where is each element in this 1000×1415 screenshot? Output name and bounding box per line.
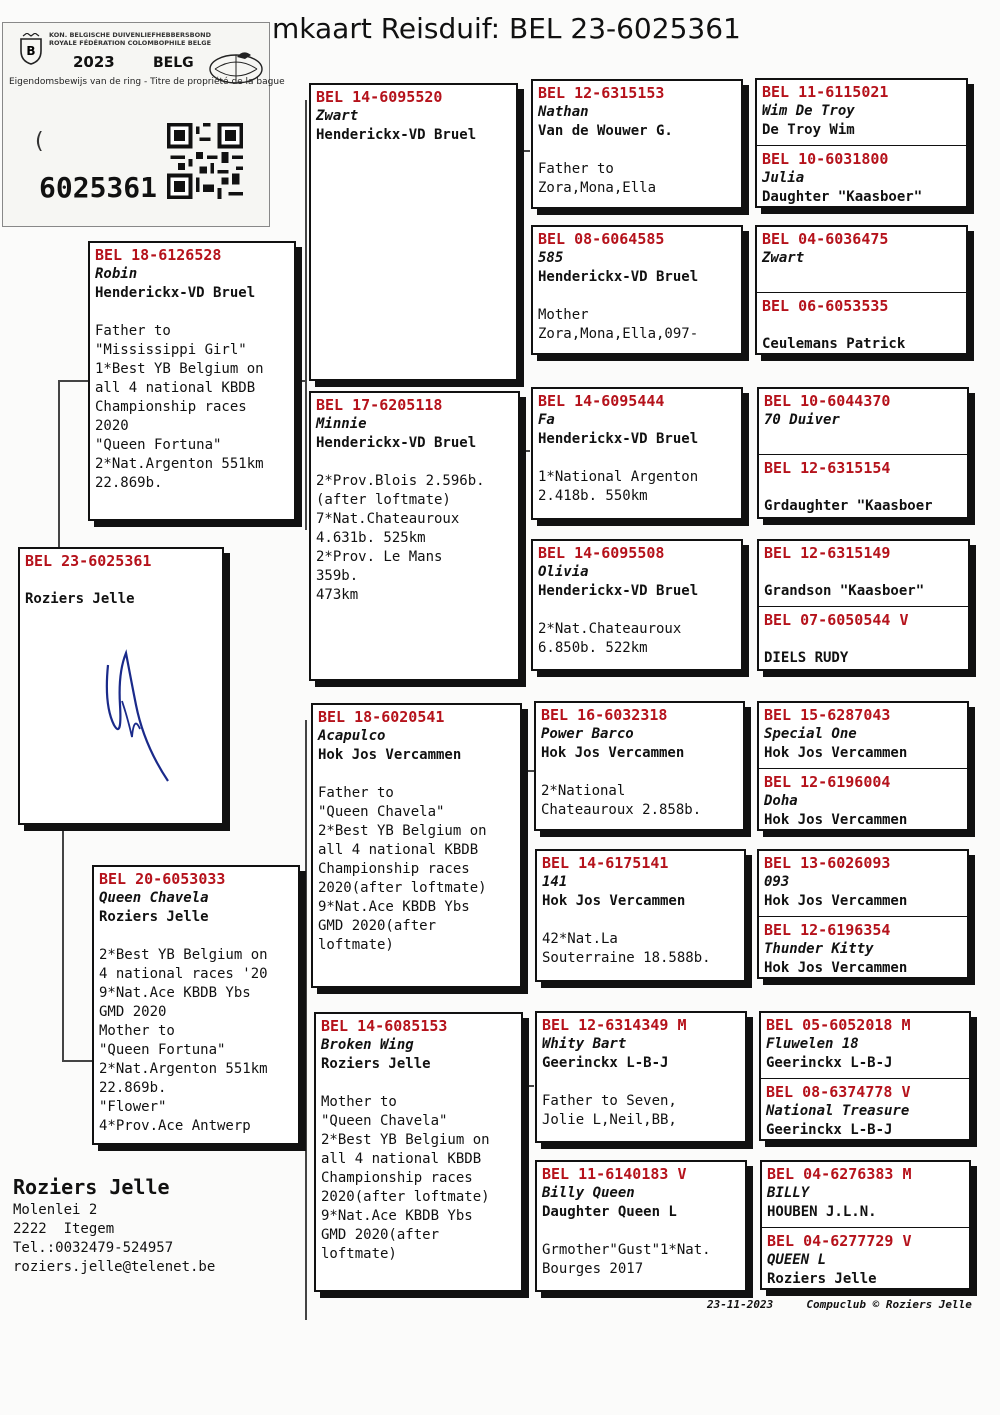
ring-number: BEL 16-6032318 — [541, 706, 668, 724]
ring-number: BEL 12-6315149 — [764, 544, 891, 562]
gg-grandparent-pair-card — [755, 225, 968, 355]
pigeon-name: 093 — [764, 874, 790, 890]
pigeon-name: Whity Bart — [542, 1036, 627, 1052]
pair-divider — [757, 145, 966, 146]
pigeon-name: Julia — [762, 170, 805, 186]
great-grandparent-card — [534, 701, 745, 831]
breeder: Daughter "Kaasboer" — [762, 189, 923, 205]
ring-number: BEL 20-6053033 — [99, 870, 226, 888]
pedigree-note: Father to Seven, Jolie L,Neil,BB, — [542, 1093, 677, 1128]
pigeon-name — [764, 630, 963, 649]
pigeon-name: Thunder Kitty — [764, 941, 874, 957]
breeder: Hok Jos Vercammen — [764, 745, 908, 761]
pigeon-name — [764, 478, 962, 497]
pigeon-name: Fluwelen 18 — [766, 1036, 859, 1052]
ring-number: BEL 17-6205118 — [316, 396, 443, 414]
breeder: HOUBEN J.L.N. — [767, 1204, 877, 1220]
ring-number: BEL 23-6025361 — [25, 552, 152, 570]
ring-label-country: BELG — [153, 55, 194, 71]
owner-street: Molenlei 2 — [13, 1202, 98, 1218]
breeder: Hok Jos Vercammen — [764, 960, 908, 976]
connector — [58, 380, 90, 382]
pigeon-name: Zwart — [316, 108, 359, 124]
connector — [520, 150, 530, 152]
breeder: Grdaughter "Kaasboer — [764, 498, 933, 514]
pigeon-name — [764, 563, 963, 582]
connector — [62, 820, 64, 1060]
breeder: Geerinckx L-B-J — [766, 1055, 893, 1071]
ring-number: BEL 05-6052018 M — [766, 1016, 911, 1034]
breeder — [764, 430, 962, 449]
breeder: Hok Jos Vercammen — [318, 747, 462, 763]
pedigree-note: 2*Prov.Blois 2.596b. (after loftmate) 7*Nat.Chateauroux 4.631b. 525km 2*Prov. Le Mans 359b. 473km — [316, 473, 485, 603]
footer-credit: Compuclub © Roziers Jelle — [806, 1298, 972, 1311]
ring-number: BEL 10-6031800 — [762, 150, 889, 168]
ring-number: BEL 14-6175141 — [542, 854, 669, 872]
grandparent-mm-card — [314, 1012, 523, 1292]
breeder: Henderickx-VD Bruel — [538, 269, 699, 285]
breeder: Roziers Jelle — [25, 591, 135, 607]
grandparent-fm-card — [309, 391, 520, 681]
pair-divider — [757, 292, 966, 293]
grandparent-mf-card — [311, 703, 522, 988]
mother-card — [92, 865, 300, 1145]
great-grandparent-card — [535, 1011, 747, 1143]
breeder: DIELS RUDY — [764, 650, 849, 666]
great-grandparent-card — [531, 539, 743, 671]
owner-email: roziers.jelle@telenet.be — [13, 1259, 216, 1275]
ring-number: BEL 10-6044370 — [764, 392, 891, 410]
grandparent-ff-card — [309, 83, 518, 381]
pedigree-note: Mother to "Queen Chavela" 2*Best YB Belgium on all 4 national KBDB Championship races 2020(after loftmate) 9*Nat.Ace KBDB Ybs GMD 2020(after loftmate) — [321, 1094, 490, 1262]
svg-text:B: B — [26, 44, 36, 58]
ring-label-mark: ( — [35, 129, 44, 154]
pair-divider — [759, 454, 967, 455]
connector — [58, 380, 60, 550]
father-card — [88, 241, 296, 521]
connector — [305, 100, 307, 530]
breeder: Roziers Jelle — [767, 1271, 877, 1287]
ring-number: BEL 14-6095444 — [538, 392, 665, 410]
pigeon-name: Acapulco — [318, 728, 386, 744]
pigeon-name: 70 Duiver — [764, 412, 840, 428]
pigeon-name: 585 — [538, 250, 564, 266]
pedigree-note: 42*Nat.La Souterraine 18.588b. — [542, 931, 711, 966]
pigeon-name: Broken Wing — [321, 1037, 414, 1053]
pigeon-name: Fa — [538, 412, 555, 428]
pedigree-note: Father to "Queen Chavela" 2*Best YB Belgium on all 4 national KBDB Championship races 2020(after loftmate) 9*Nat.Ace KBDB Ybs GMD 2020(after loftmate) — [318, 785, 487, 953]
ring-number: BEL 18-6020541 — [318, 708, 445, 726]
pigeon-name: Billy Queen — [542, 1185, 635, 1201]
ring-label-year: 2023 — [73, 53, 115, 71]
pair-divider — [761, 1078, 969, 1079]
pigeon-name — [762, 316, 961, 335]
ring-number: BEL 14-6095508 — [538, 544, 665, 562]
pedigree-note: 2*National Chateauroux 2.858b. — [541, 783, 702, 818]
great-grandparent-card — [531, 79, 743, 209]
ring-number: BEL 15-6287043 — [764, 706, 891, 724]
gg-grandparent-pair-card — [759, 1011, 971, 1141]
pedigree-note: 2*Nat.Chateauroux 6.850b. 522km — [538, 621, 682, 656]
owner-phone: Tel.:0032479-524957 — [13, 1240, 174, 1256]
breeder — [762, 268, 961, 287]
ring-number: BEL 18-6126528 — [95, 246, 222, 264]
pigeon-name: Nathan — [538, 104, 589, 120]
ring-number: BEL 04-6277729 V — [767, 1232, 912, 1250]
pigeon-name: Robin — [95, 266, 138, 282]
breeder: Van de Wouwer G. — [538, 123, 673, 139]
pedigree-note: Father to "Mississippi Girl" 1*Best YB Belgium on all 4 national KBDB Championship races 2020 "Queen Fortuna" 2*Nat.Argenton 551km 22.869b. — [95, 323, 264, 491]
ring-label-org: KON. BELGISCHE DUIVENLIEFHEBBERSBOND ROYALE FÉDÉRATION COLOMBOPHILE BELGE — [49, 31, 212, 47]
federation-logo-icon — [17, 33, 45, 65]
breeder: Geerinckx L-B-J — [542, 1055, 669, 1071]
breeder: Henderickx-VD Bruel — [316, 435, 477, 451]
breeder: Hok Jos Vercammen — [542, 893, 686, 909]
pedigree-note: 2*Best YB Belgium on 4 national races '20 9*Nat.Ace KBDB Ybs GMD 2020 Mother to "Queen Fortuna" 2*Nat.Argenton 551km 22.869b. "Flower" 4*Prov.Ace Antwerp — [99, 947, 268, 1134]
pigeon-name: Queen Chavela — [99, 890, 209, 906]
breeder: Henderickx-VD Bruel — [316, 127, 477, 143]
pigeon-name: National Treasure — [766, 1103, 910, 1119]
ring-number: BEL 14-6085153 — [321, 1017, 448, 1035]
owner-name: Roziers Jelle — [13, 1175, 170, 1199]
breeder: Hok Jos Vercammen — [541, 745, 685, 761]
ring-label-ownership: Eigendomsbewijs van de ring - Titre de propriété de la bague — [9, 77, 285, 87]
connector — [305, 720, 307, 1320]
pigeon-name: Special One — [764, 726, 857, 742]
ring-number: BEL 04-6036475 — [762, 230, 889, 248]
pigeon-name: Wim De Troy — [762, 103, 855, 119]
ring-number: BEL 14-6095520 — [316, 88, 443, 106]
footer-date: 23-11-2023 — [707, 1298, 774, 1311]
pedigree-note: Father to Zora,Mona,Ella — [538, 161, 657, 196]
pigeon-name: Zwart — [762, 250, 805, 266]
connector — [524, 1085, 534, 1087]
ring-number: BEL 13-6026093 — [764, 854, 891, 872]
breeder: Roziers Jelle — [99, 909, 209, 925]
ring-number: BEL 12-6315154 — [764, 459, 891, 477]
connector — [520, 450, 530, 452]
owner-address — [13, 1175, 216, 1277]
breeder: Grandson "Kaasboer" — [764, 583, 925, 599]
pair-divider — [759, 768, 967, 769]
pedigree-note: Mother Zora,Mona,Ella,097- — [538, 307, 699, 342]
pigeon-name: QUEEN L — [767, 1252, 827, 1268]
signature — [96, 645, 206, 795]
great-grandparent-card — [531, 387, 743, 520]
breeder: Henderickx-VD Bruel — [95, 285, 256, 301]
breeder: De Troy Wim — [762, 122, 855, 138]
pigeon-name: Doha — [764, 793, 798, 809]
breeder: Daughter Queen L — [542, 1204, 677, 1220]
gg-grandparent-pair-card — [757, 539, 970, 671]
great-grandparent-card — [531, 225, 743, 355]
breeder: Geerinckx L-B-J — [766, 1122, 893, 1138]
gg-grandparent-pair-card — [757, 387, 969, 519]
pair-divider — [759, 606, 968, 607]
subject-pigeon-card — [18, 547, 224, 825]
ring-number: BEL 12-6314349 M — [542, 1016, 687, 1034]
gg-grandparent-pair-card — [755, 78, 968, 208]
qr-code-icon — [167, 123, 243, 199]
pigeon-name: Olivia — [538, 564, 589, 580]
gg-grandparent-pair-card — [760, 1160, 971, 1290]
pedigree-note: 1*National Argenton 2.418b. 550km — [538, 469, 699, 504]
breeder: Roziers Jelle — [321, 1056, 431, 1072]
ring-label-number: 6025361 — [39, 171, 158, 204]
ring-number: BEL 11-6140183 V — [542, 1165, 687, 1183]
ring-number: BEL 12-6315153 — [538, 84, 665, 102]
ring-number: BEL 06-6053535 — [762, 297, 889, 315]
pair-divider — [759, 916, 967, 917]
ring-number: BEL 12-6196354 — [764, 921, 891, 939]
pair-divider — [762, 1227, 969, 1228]
pigeon-name: Minnie — [316, 416, 367, 432]
pigeon-name: 141 — [542, 874, 568, 890]
footer — [707, 1298, 972, 1311]
gg-grandparent-pair-card — [757, 849, 969, 979]
ring-number: BEL 11-6115021 — [762, 83, 889, 101]
great-grandparent-card — [535, 1160, 747, 1292]
ring-label — [2, 22, 285, 227]
ring-number: BEL 08-6064585 — [538, 230, 665, 248]
gg-grandparent-pair-card — [757, 701, 969, 831]
page-title: mkaart Reisduif: BEL 23-6025361 — [272, 12, 741, 45]
pigeon-name: BILLY — [767, 1185, 810, 1201]
great-grandparent-card — [535, 849, 746, 982]
ring-number: BEL 04-6276383 M — [767, 1165, 912, 1183]
breeder: Ceulemans Patrick — [762, 336, 906, 352]
connector — [524, 770, 534, 772]
ring-number: BEL 08-6374778 V — [766, 1083, 911, 1101]
connector — [62, 1060, 92, 1062]
ring-number: BEL 07-6050544 V — [764, 611, 909, 629]
breeder: Henderickx-VD Bruel — [538, 431, 699, 447]
pigeon-name: Power Barco — [541, 726, 634, 742]
pedigree-note: Grmother"Gust"1*Nat. Bourges 2017 — [542, 1242, 711, 1277]
breeder: Hok Jos Vercammen — [764, 812, 908, 828]
owner-city: 2222 Itegem — [13, 1221, 115, 1237]
breeder: Hok Jos Vercammen — [764, 893, 908, 909]
breeder: Henderickx-VD Bruel — [538, 583, 699, 599]
ring-number: BEL 12-6196004 — [764, 773, 891, 791]
